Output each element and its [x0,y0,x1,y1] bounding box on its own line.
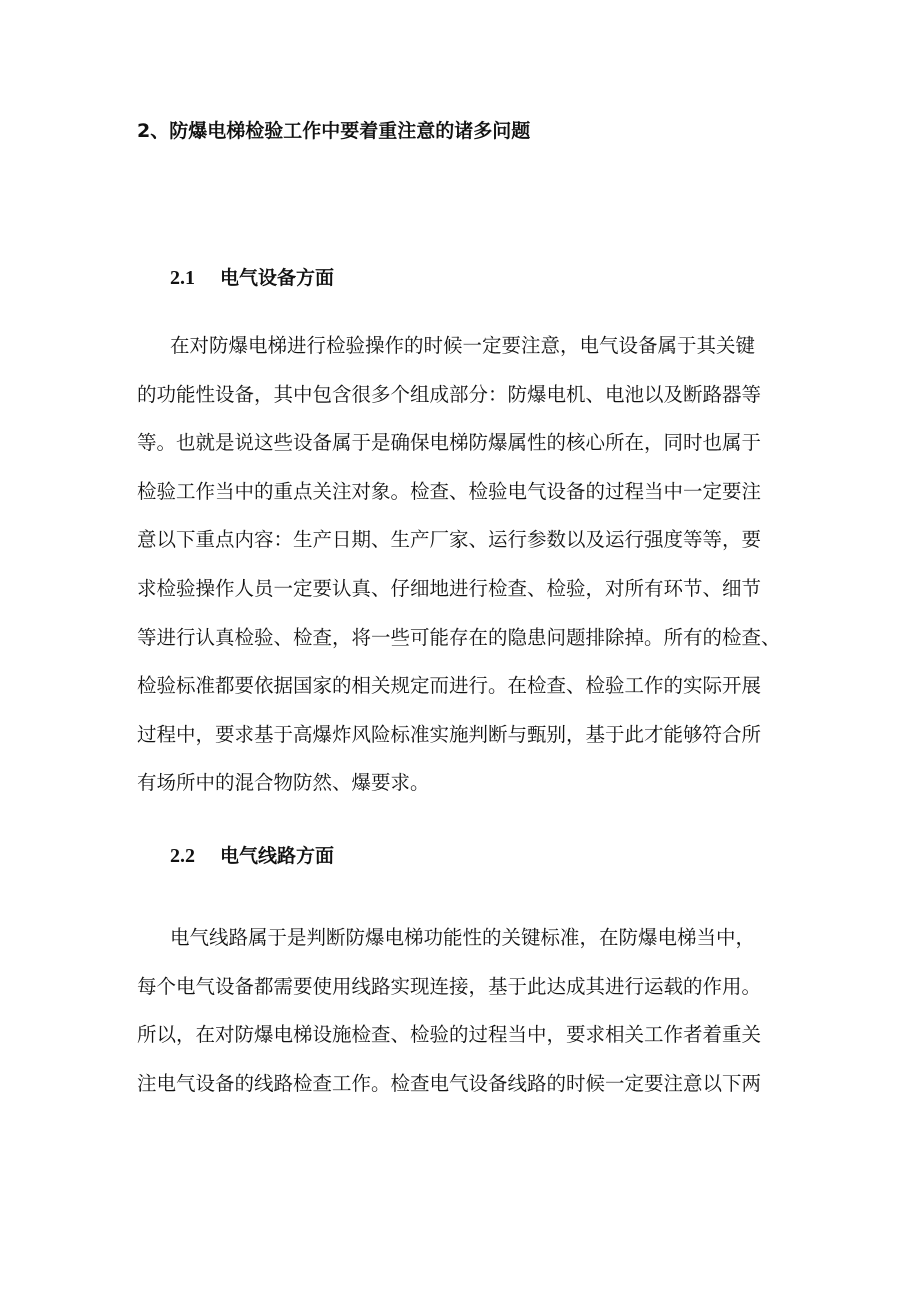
paragraph-line: 在对防爆电梯进行检验操作的时候一定要注意，电气设备属于其关键 [170,334,756,357]
main-heading: 2、防爆电梯检验工作中要着重注意的诸多问题 [137,120,531,142]
section-title: 电气线路方面 [220,845,335,867]
section-number: 2.2 [170,845,195,867]
paragraph-line: 每个电气设备都需要使用线路实现连接，基于此达成其进行运载的作用。 [137,974,762,998]
section-2-2-paragraph [137,914,782,1108]
paragraph-line: 过程中，要求基于高爆炸风险标准实施判断与甄别，基于此才能够符合所 [137,722,762,746]
paragraph-line: 检验工作当中的重点关注对象。检查、检验电气设备的过程当中一定要注 [137,479,762,503]
paragraph-line: 注电气设备的线路检查工作。检查电气设备线路的时候一定要注意以下两 [137,1071,762,1095]
paragraph-line: 电气线路属于是判断防爆电梯功能性的关键标准，在防爆电梯当中， [170,926,756,949]
paragraph-line: 等。也就是说这些设备属于是确保电梯防爆属性的核心所在，同时也属于 [137,431,762,455]
paragraph-line: 有场所中的混合物防然、爆要求。 [137,771,430,795]
paragraph-line: 求检验操作人员一定要认真、仔细地进行检查、检验，对所有环节、细节 [137,576,762,600]
section-number: 2.1 [170,267,195,289]
paragraph-line: 检验标准都要依据国家的相关规定而进行。在检查、检验工作的实际开展 [137,674,762,698]
paragraph-line: 所以，在对防爆电梯设施检查、检验的过程当中，要求相关工作者着重关 [137,1023,762,1047]
paragraph-line: 意以下重点内容：生产日期、生产厂家、运行参数以及运行强度等等，要 [137,528,762,552]
paragraph-line: 的功能性设备，其中包含很多个组成部分：防爆电机、电池以及断路器等 [137,382,762,406]
section-heading-2-2 [170,841,334,868]
section-2-1-paragraph [137,322,782,808]
section-heading-2-1 [170,263,334,290]
section-title: 电气设备方面 [220,267,335,289]
paragraph-line: 等进行认真检验、检查，将一些可能存在的隐患问题排除掉。所有的检查、 [137,625,781,649]
